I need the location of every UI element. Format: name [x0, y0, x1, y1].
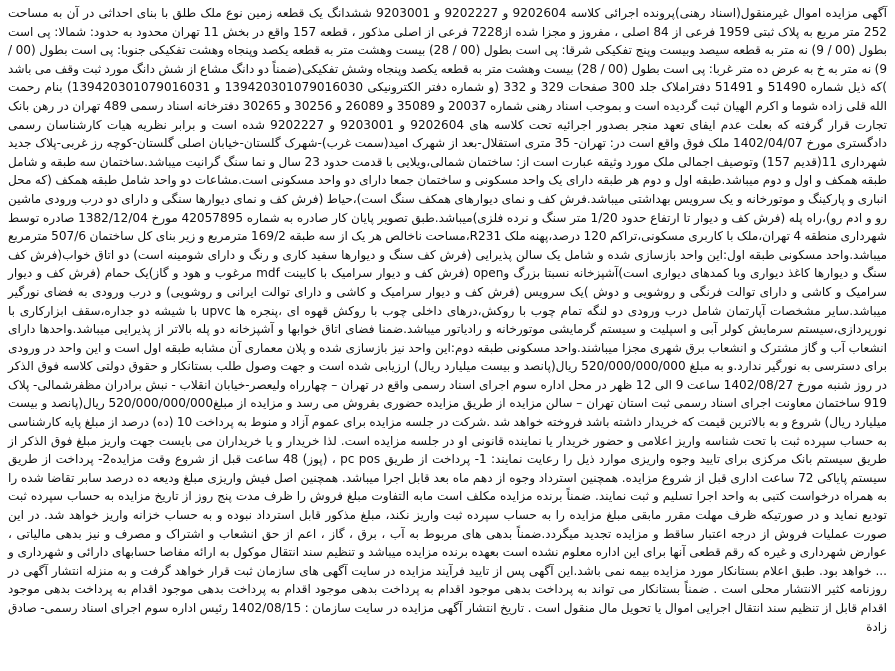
- auction-notice-text: آگهی مزایده اموال غیرمنقول(اسناد رهنی)پرونده اجرائی کلاسه 9202604 و 9202227 و 9203001 ششدانگ یک قطعه زمین نوع ملک طلق با بنای احداثی در آن به مساحت 252 متر مربع به پلاک ثبتی 1959 فرعی از 84 اصلی ، مفروز و مجزا شده از7228 فرعی از اصلی مذکور ، قطعه 157 واقع در بخش 11 تهران محدود به حدود: شمالا: پی است بطول (00 / 9) نه متر به قطعه سیصد وبیست وپنج تفکیکی شرقا: پی است بطول (00 / 28) بیست وهشت متر به قطعه یکصد وپنجاه وهشت تفکیکی جنوبا: پی است بطول (00 / 9) نه متر به خ به عرض ده متر غربا: پی است بطول (00 / 28) بیست وهشت متر به قطعه یکصد وپنجاه وشش تفکیکی(ضمناً دو دانگ مشاع از شش دانگ مورد ثبت وقف می باشد )که ذیل شماره 51490 و 51491 دفتراملاک جلد 300 صفحات 329 و 332 (و شماره دفتر الکترونیکی 139420301079016030 و 139420301079016031) بنام رحمت الله قلی زاده شوما و اکرم الهیان ثبت گردیده است و بموجب اسناد رهنی شماره 20037 و 35089 و 26089 و 30256 و 30265 دفترخانه اسناد رسمی 489 تهران در رهن بانک تجارت قرار گرفته که بعلت عدم ایفای تعهد منجر بصدور اجرائیه تحت کلاسه های 9202604 و 9203001 و 9202227 شده است و برابر نظریه هیات کارشناسان رسمی دادگستری مورخ 1402/04/07 ملک فوق واقع است در: تهران- 35 متری استقلال-بعد از شهرک امید(سمت غرب)-شهرک گلستان-خیابان اصلی گلستان-کوچه رز غربی-پلاک جدید شهرداری 11(قدیم 157) وتوصیف اجمالی ملک مورد وثیقه عبارت است از: ساختمان شمالی،ویلایی با قدمت حدود 23 سال و نما سنگ گرانیت میباشد.ساختمان سه طبقه و شامل طبقه همکف و اول و دوم میباشد.طبقه اول و دوم هر طبقه دارای یک واحد مسکونی و ساختمان جمعا دارای دو واحد مسکونی است.مشاعات دو واحد شامل طبقه همکف (که محل انباری و پارکینگ و موتورخانه و یک سرویس بهداشتی میباشد.فرش کف و نمای دیوارهای همکف سنگ است)،حیاط (فرش کف و نمای دیوارها سنگی و دارای دو درب ورودی ماشین رو و ادم رو)،راه پله (فرش کف و دیوار تا ارتفاع حدود 1/20 متر سنگ و نرده فلزی)میباشد.طبق تصویر پایان کار صادره به شماره 42057895 مورخ 1382/12/04 صادره توسط شهرداری منطقه 4 تهران،ملک با کاربری مسکونی،تراکم 120 درصد،پهنه ملک R231،مساحت ناخالص هر یک از سه طبقه 169/2 مترمربع و زیر بنای کل ساختمان 507/6 مترمربع میباشد.واحد مسکونی طبقه اول:این واحد بازسازی شده و شامل یک سالن پذیرایی (فرش کف سنگ و دیوارها سفید کاری و رنگ و دارای شومینه است) دو اتاق خواب(فرش کف سنگ و دیوارها کاغذ دیواری وبا کمدهای دیواری است)آشپزخانه نسبتا بزرگ وopen (فرش کف و دیوار سرامیک با کابینت mdf مرغوب و هود و گاز)یک حمام (فرش کف و دیوار سرامیک و کاشی و دارای توالت فرنگی و روشویی و دوش )یک سرویس (فرش کف و دیوار سرامیک و کاشی و دارای توالت ایرانی و روشویی) و درب ورودی به فضای نورگیر میباشد.سایر مشخصات آپارتمان شامل درب ورودی دو لنگه تمام چوب با روکش،درهای داخلی چوب با روکش قهوه ای ،پنجره ها upvc با شیشه دو جداره،سقف ابزارکاری با نورپردازی،سیستم سرمایش کولر آبی و اسپلیت و سیستم گرمایشی موتورخانه و رادیاتور میباشد.ضمنا فضای اتاق خوابها و آشپزخانه دو پله بالاتر از پذیرایی میباشد.واحدها دارای انشعاب آب و گاز مشترک و انشعاب برق شهری مجزا میباشند.واحد مسکونی طبقه دوم:این واحد نیز بازسازی شده و پلان معماری آن مشابه طبقه اول است و این واحد در ورودی برای دسترسی به نورگیر ندارد.و به مبلغ 520/000/000/000 ریال(پانصد و بیست میلیارد ریال) ارزیابی شده است و جهت وصول طلب بستانکار و حقوق دولتی کلاسه فوق الذکر در روز شنبه مورخ 1402/08/27 ساعت 9 الی 12 ظهر در محل اداره سوم اجرای اسناد رسمی واقع در تهران – چهارراه ولیعصر-خیابان انقلاب - نبش برادران مظفرشمالی- پلاک 919 ساختمان معاونت اجرای اسناد رسمی ثبت استان تهران – سالن مزایده از طریق مزایده حضوری بفروش می رسد و مزایده از مبلغ520/000/000/000 ریال(پانصد و بیست میلیارد ریال) شروع و به بالاترین قیمت که خریدار داشته باشد فروخته خواهد شد .شرکت در جلسه مزایده برای عموم آزاد و منوط به پرداخت 10 (ده) درصد از مبلغ پایه کارشناسی به حساب سپرده ثبت با تحت شناسه واریز اعلامی و حضور خریدار یا نماینده قانونی او در جلسه مزایده است. لذا خریدار و یا خریداران می بایست جهت واریز مبلغ فوق الذکر از طریق سیستم بانک مرکزی برای تایید وجوه واریزی موارد ذیل را رعایت نمایند: 1- پرداخت از طریق pc pos ، (پوز) 48 ساعت قبل از شروع وقت مزایده2- پرداخت از طریق سیستم پایاکی 72 ساعت اداری قبل از شروع مزایده. همچنین استرداد وجوه از دهم ماه بعد قابل اجرا میباشد. همچنین اصل فیش واریزی مبلغ ودیعه ده درصد سابر تقاضا شده را به همراه درخواست کتبی به واحد اجرا تسلیم و ثبت نمایند. ضمناً برنده مزایده مکلف است مابه التفاوت مبلغ فروش را ظرف مدت پنج روز از تاریخ مزایده به حساب سپرده ثبت تودیع نماید و در صورتیکه ظرف مهلت مقرر مابقی مبلغ مزایده را به حساب سپرده ثبت واریز نکند، مبلغ مذکور قابل استرداد نبوده و به حساب خزانه واریز خواهد شد. در این صورت عملیات فروش از درجه اعتبار ساقط و مزایده تجدید میگردد.ضمناً بدهی های مربوط به آب ، برق ، گاز ، اعم از حق انشعاب و اشتراک و مصرف و نیز بدهی مالیاتی ، عوارض شهرداری و غیره که رقم قطعی آنها برای این اداره معلوم نشده است بعهده برنده مزایده میباشد و تنظیم سند انتقال موکول به ارائه مفاصا حسابهای دارائی و شهرداری و ... خواهد بود. طبق اعلام بستانکار مورد مزایده بیمه نمی باشد.این آگهی پس از تایید فرآیند مزایده در سایت آگهی های سازمان ثبت قرار خواهد گرفت و به منزله انتشار آگهی در روزنامه کثیر الانتشار محلی است . ضمناً بستانکار می تواند به پرداخت بدهی موجود اقدام به پرداخت بدهی موجود اقدام به پرداخت بدهی موجود اقدام به پرداخت بدهی موجود اقدام قابل از تنظیم سند انتقال اجرایی اموال یا تحویل مال منقول است . تاریخ انتشار آگهی مزایده در سایت سازمان : 1402/08/15 رئیس اداره سوم اجرای اسناد رسمی- صادق زادة: [8, 6, 888, 634]
